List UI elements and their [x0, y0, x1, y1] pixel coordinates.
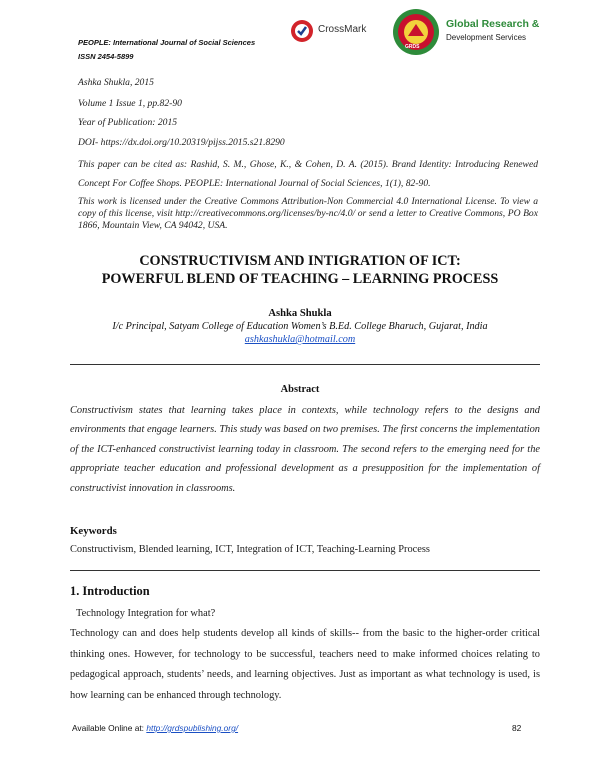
- author-name: Ashka Shukla: [268, 308, 332, 319]
- publisher-logo: [392, 8, 562, 58]
- volume-info: Volume 1 Issue 1, pp.82-90: [78, 98, 182, 109]
- footer-availability: [72, 723, 238, 733]
- keywords-text: Constructivism, Blended learning, ICT, Integration of ICT, Teaching-Learning Process: [70, 544, 430, 555]
- footer-available-label: Available Online at:: [72, 723, 145, 733]
- introduction-subheading: Technology Integration for what?: [76, 608, 216, 619]
- paper-title-line2: POWERFUL BLEND OF TEACHING – LEARNING PROCESS: [101, 271, 499, 287]
- footer-url-link[interactable]: http://grdspublishing.org/: [146, 723, 239, 733]
- publication-year: Year of Publication: 2015: [78, 117, 178, 128]
- license-text: This work is licensed under the Creative Commons Attribution-Non Commercial 4.0 International License. To view a copy of this license, visit http://creativecommons.org/licenses/by-nc/4.0/ or send a letter to Creative Commons, PO Box 1866, Mountain View, CA 94042, USA.: [78, 196, 538, 231]
- citation: This paper can be cited as: Rashid, S. M., Ghose, K., & Cohen, D. A. (2015). Brand Identity: Introducing Renewed Concept For Coffee Shops. PEOPLE: International Journal of Social Sciences, 1(1), 82-90.: [78, 159, 538, 189]
- abstract-text: Constructivism states that learning takes place in contexts, while technology refers to the designs and environments that engage learners. This study was based on two premises. The first concerns the implementation of the ICT-enhanced constructivist learning today in classroom. The second refers to the emerging need for the appropriate teacher education and professional development as a presupposition for the implementation of constructivist innovation in classrooms.: [70, 405, 540, 494]
- abstract-heading: Abstract: [280, 384, 320, 395]
- introduction-heading: 1. Introduction: [70, 584, 150, 598]
- issn: ISSN 2454-5899: [78, 52, 134, 61]
- section-divider: [70, 570, 540, 571]
- doi[interactable]: DOI- https://dx.doi.org/10.20319/pijss.2015.s21.8290: [78, 137, 285, 148]
- crossmark-label: CrossMark: [318, 24, 367, 35]
- publisher-name-line2: Development Services: [446, 33, 527, 42]
- author-email-link[interactable]: ashkashukla@hotmail.com: [244, 334, 356, 345]
- page-number: 82: [512, 723, 522, 733]
- introduction-paragraph: Technology can and does help students develop all kinds of skills-- from the basic to the higher-order critical thinking ones. However, for technology to be successful, teachers need to make informed choices relating to pedagogical approach, students’ needs, and learning objectives. Just as important as what technology is used, is how learning can be enhanced through technology.: [70, 628, 540, 701]
- publisher-name-line1: Global Research &: [446, 18, 540, 30]
- journal-name: PEOPLE: International Journal of Social Sciences: [78, 38, 256, 47]
- keywords-heading: Keywords: [70, 525, 117, 537]
- author-affiliation: I/c Principal, Satyam College of Education Women’s B.Ed. College Bharuch, Gujarat, India: [112, 321, 488, 332]
- paper-title-line1: CONSTRUCTIVISM AND INTIGRATION OF ICT:: [139, 253, 461, 269]
- publisher-seal-text: GRDS: [405, 44, 420, 50]
- author-year: Ashka Shukla, 2015: [78, 77, 154, 88]
- section-divider: [70, 364, 540, 365]
- crossmark-icon: [290, 19, 314, 43]
- crossmark-logo[interactable]: [290, 16, 390, 46]
